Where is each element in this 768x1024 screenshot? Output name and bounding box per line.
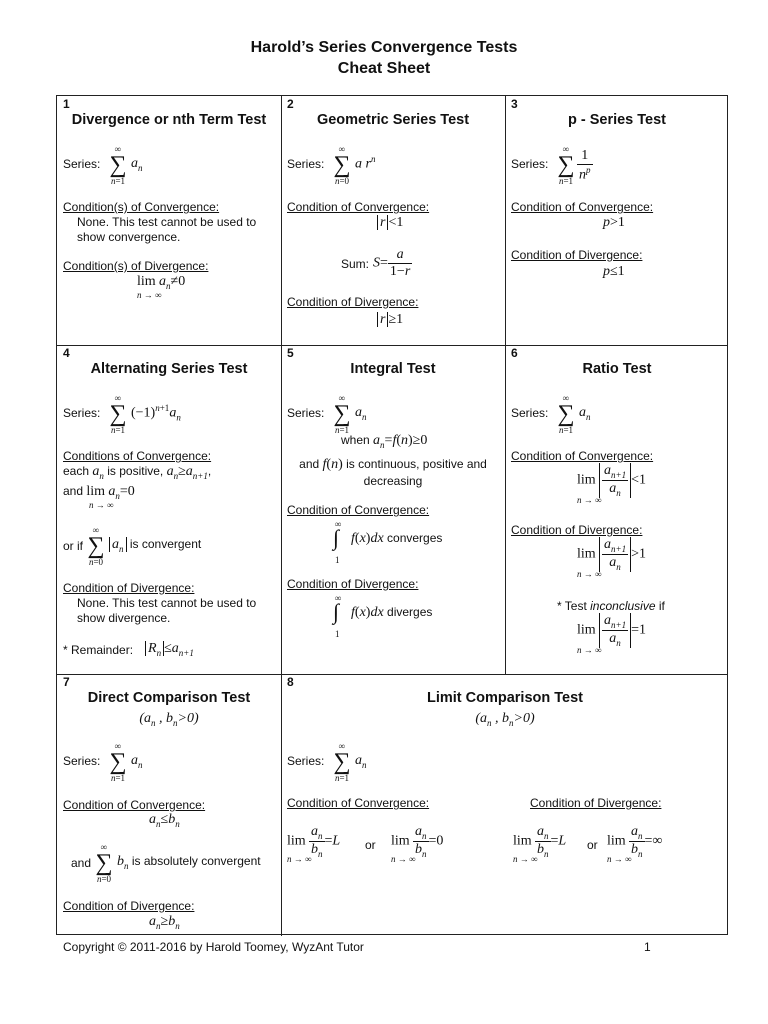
or-label: or <box>587 838 598 852</box>
copyright-footer: Copyright © 2011-2016 by Harold Toomey, WyzAnt Tutor <box>63 940 364 954</box>
cond-conv-label: Condition of Convergence: <box>287 200 430 214</box>
sigma-notation: ∞ ∑ n=1 <box>109 393 127 435</box>
sum-label: Sum: <box>341 257 370 271</box>
cond-conv-label: Conditions of Convergence: <box>63 449 212 463</box>
cond-conv-formula: $a_n\le b_n$ <box>149 812 180 829</box>
series-label: Series: <box>511 157 549 171</box>
cell-title: Limit Comparison Test <box>426 690 584 706</box>
cell-premise: ($a_n$ , $b_n>0$) <box>475 711 535 728</box>
series-term: $a_n$ <box>355 405 367 422</box>
cond-conv-label: Condition of Convergence: <box>287 503 430 517</box>
cell-p-series-test <box>505 96 729 345</box>
cell-integral-test: 5 Integral Test Series: ∞ ∑ n=1 $a_n$ when $a_n=f(n)\ge 0$ and f(n) is continuous, positive and decreasing Condition of Convergence: ∞ ∫ 1 f(x)dx converges Condition of Divergence: ∞ ∫ 1 f(x)dx diverges <box>281 345 505 674</box>
cond-div-formula: p≤1 <box>603 264 625 279</box>
page-subtitle: Cheat Sheet <box>337 60 431 77</box>
cond-div-label: Condition of Divergence: <box>287 577 419 591</box>
cell-ratio-test <box>505 345 729 674</box>
cond-conv-note: None. This test cannot be used to show convergence. <box>77 215 257 244</box>
cond-conv-line2: and $\lim a_n=0$ n → ∞ <box>63 484 135 510</box>
cell-geometric-test <box>281 96 505 345</box>
cell-limit-comparison-test <box>281 674 729 936</box>
remainder-formula: $R_n \le a_{n+1}$ <box>145 641 194 658</box>
cond-div-note: None. This test cannot be used to show divergence. <box>77 596 257 625</box>
series-label: Series: <box>63 157 101 171</box>
series-label: Series: <box>63 406 101 420</box>
series-term: $a_n$ <box>131 753 143 770</box>
series-label: Series: <box>63 754 101 768</box>
cond-div-label: Condition of Divergence: <box>511 248 643 262</box>
cond-div-label: Condition of Divergence: <box>511 523 643 537</box>
cell-title: p - Series Test <box>567 112 667 128</box>
cond-div-formula: $\lim a_n\ne 0$ n → ∞ <box>137 274 186 300</box>
series-term: $a_n$ <box>579 405 591 422</box>
or-label: or <box>365 838 376 852</box>
tests-grid <box>56 95 728 935</box>
cond-conv-label: Condition of Convergence: <box>63 798 206 812</box>
cell-title: Direct Comparison Test <box>87 690 251 706</box>
cell-number: 8 <box>287 675 294 689</box>
sigma-notation: ∞ ∑ n=1 <box>557 393 575 435</box>
cond-conv-label: Condition of Convergence: <box>511 449 654 463</box>
inconclusive-note: * Test inconclusive if <box>557 599 665 613</box>
cond-div-label: Condition(s) of Divergence: <box>63 259 209 273</box>
series-label: Series: <box>287 157 325 171</box>
sigma-notation: ∞ ∑ n=1 <box>109 144 127 186</box>
sigma-notation: ∞ ∑ n=1 <box>109 741 127 783</box>
cond-div-label: Condition of Divergence: <box>287 295 419 309</box>
abs-term: $a_n$ is convergent <box>109 537 201 554</box>
cond-conv-label: Condition(s) of Convergence: <box>63 200 220 214</box>
cell-title: Ratio Test <box>582 361 652 377</box>
cell-direct-comparison-test <box>57 674 281 936</box>
cond-div-label: Condition of Divergence: <box>63 581 195 595</box>
cell-number: 3 <box>511 97 518 111</box>
sigma-notation: ∞ ∑ n=1 <box>333 741 351 783</box>
series-label: Series: <box>287 754 325 768</box>
cond-conv-formula: p>1 <box>603 215 625 230</box>
and-label: and <box>71 856 92 870</box>
limit-div-formula-1: lim $\frac{a_n}{b_n}$ =L n → ∞ <box>513 824 567 864</box>
abs-conv-condition: or if <box>63 539 84 553</box>
cond-div-label: Condition of Divergence: <box>530 796 662 810</box>
sigma-notation: ∞ ∑ n=1 <box>333 393 351 435</box>
abs-conv-condition: $b_n$ is absolutely convergent <box>117 854 261 871</box>
series-term: $a_n$ <box>131 156 143 173</box>
cond-conv-formula: r <1 <box>377 215 403 231</box>
cond-div-formula: r ≥1 <box>377 312 403 328</box>
cell-title: Divergence or nth Term Test <box>71 112 267 128</box>
series-label: Series: <box>511 406 549 420</box>
cell-alternating-test <box>57 345 281 674</box>
cell-number: 4 <box>63 346 70 360</box>
sigma-notation: ∞ ∑ n=1 <box>557 144 575 186</box>
cell-title: Geometric Series Test <box>316 112 470 128</box>
cell-title: Alternating Series Test <box>90 361 248 377</box>
ratio-div-formula: lim $\frac{a_{n+1}}{a_n}$ >1 n → ∞ <box>577 537 646 579</box>
sigma-notation: ∞ ∑ n=0 <box>95 842 113 884</box>
continuous-condition: and f(n) is continuous, positive and decreasing <box>299 457 487 488</box>
limit-div-formula-2: lim $\frac{a_n}{b_n}$ =∞ n → ∞ <box>607 824 663 864</box>
limit-conv-formula-1: lim $\frac{a_n}{b_n}$ =L n → ∞ <box>287 824 341 864</box>
cell-number: 5 <box>287 346 294 360</box>
cell-number: 2 <box>287 97 294 111</box>
cond-conv-line1: each $a_n$ is positive, $a_n\ge a_{n+1}$, <box>63 464 212 481</box>
page-number: 1 <box>644 940 651 954</box>
sum-formula: S= $\frac{a}{1-r}$ <box>373 247 411 279</box>
ratio-inconclusive-formula: lim $\frac{a_{n+1}}{a_n}$ =1 n → ∞ <box>577 613 646 655</box>
cond-conv-label: Condition of Convergence: <box>287 796 430 810</box>
series-term: $\frac{1}{n^p}$ <box>579 148 591 183</box>
cell-title: Integral Test <box>350 361 436 377</box>
series-label: Series: <box>287 406 325 420</box>
cell-number: 6 <box>511 346 518 360</box>
when-condition: when $a_n=f(n)\ge 0$ <box>341 433 428 450</box>
cond-conv-label: Condition of Convergence: <box>511 200 654 214</box>
cell-premise: ($a_n$ , $b_n>0$) <box>139 711 199 728</box>
cond-div-label: Condition of Divergence: <box>63 899 195 913</box>
limit-conv-formula-2: lim $\frac{a_n}{b_n}$ =0 n → ∞ <box>391 824 444 864</box>
cell-number: 7 <box>63 675 70 689</box>
series-term: a $r^n$ <box>355 154 376 172</box>
cell-number: 1 <box>63 97 70 111</box>
remainder-label: * Remainder: <box>63 643 134 657</box>
sigma-notation: ∞ ∑ n=0 <box>87 525 105 567</box>
cell-divergence-test <box>57 96 281 345</box>
cond-div-formula: $a_n\ge b_n$ <box>149 914 180 931</box>
series-term: $a_n$ <box>355 753 367 770</box>
series-term: $(-1)^{n+1}a_n$ <box>131 403 181 423</box>
sigma-notation: ∞ ∑ n=0 <box>333 144 351 186</box>
ratio-conv-formula: lim $\frac{a_{n+1}}{a_n}$ <1 n → ∞ <box>577 463 646 505</box>
page-title: Harold’s Series Convergence Tests <box>250 39 518 56</box>
